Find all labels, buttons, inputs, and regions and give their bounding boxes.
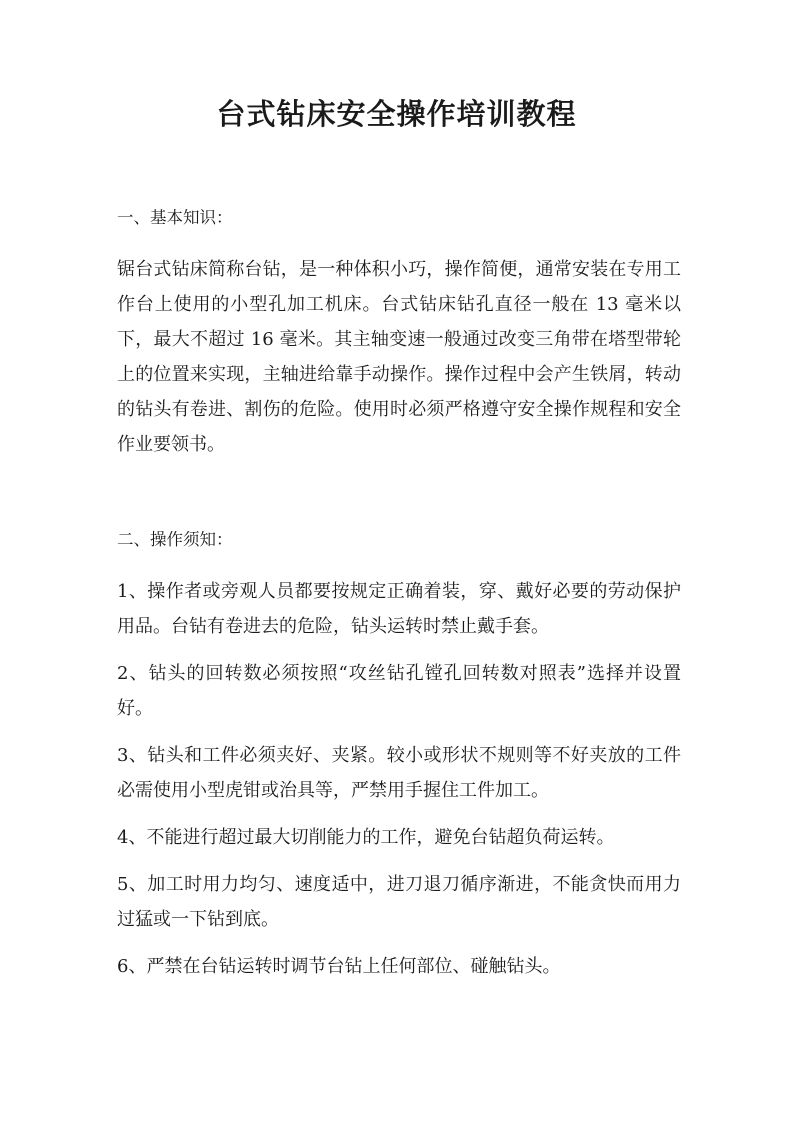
section-paragraph: 锯台式钻床简称台钻，是一种体积小巧，操作简便，通常安装在专用工作台上使用的小型孔加工机床。台式钻床钻孔直径一般在 13 毫米以下，最大不超过 16 毫米。其主轴变速一般通过改变三角带在塔型带轮上的位置来实现，主轴进给靠手动操作。操作过程中会产生铁屑，转动的钻头有卷进、割伤的危险。使用时必须严格遵守安全操作规程和安全作业要领书。 — [117, 259, 681, 455]
list-item: 3、钻头和工件必须夹好、夹紧。较小或形状不规则等不好夹放的工件必需使用小型虎钳或治具等，严禁用手握住工件加工。 — [117, 745, 681, 801]
list-item: 2、钻头的回转数必须按照“攻丝钻孔镗孔回转数对照表”选择并设置好。 — [117, 663, 681, 719]
list-item: 4、不能进行超过最大切削能力的工作，避免台钻超负荷运转。 — [117, 827, 615, 848]
section-heading: 一、基本知识： — [117, 208, 233, 227]
document-body — [117, 204, 681, 984]
section-operation-notes — [117, 526, 681, 984]
list-item: 5、加工时用力均匀、速度适中，进刀退刀循序渐进，不能贪快而用力过猛或一下钻到底。 — [117, 874, 681, 930]
section-heading: 二、操作须知： — [117, 530, 233, 549]
list-item: 1、操作者或旁观人员都要按规定正确着装，穿、戴好必要的劳动保护用品。台钻有卷进去的危险，钻头运转时禁止戴手套。 — [117, 581, 681, 637]
document-title: 台式钻床安全操作培训教程 — [216, 97, 577, 131]
list-item: 6、严禁在台钻运转时调节台钻上任何部位、碰触钻头。 — [117, 956, 561, 977]
section-basic-knowledge — [117, 204, 681, 462]
